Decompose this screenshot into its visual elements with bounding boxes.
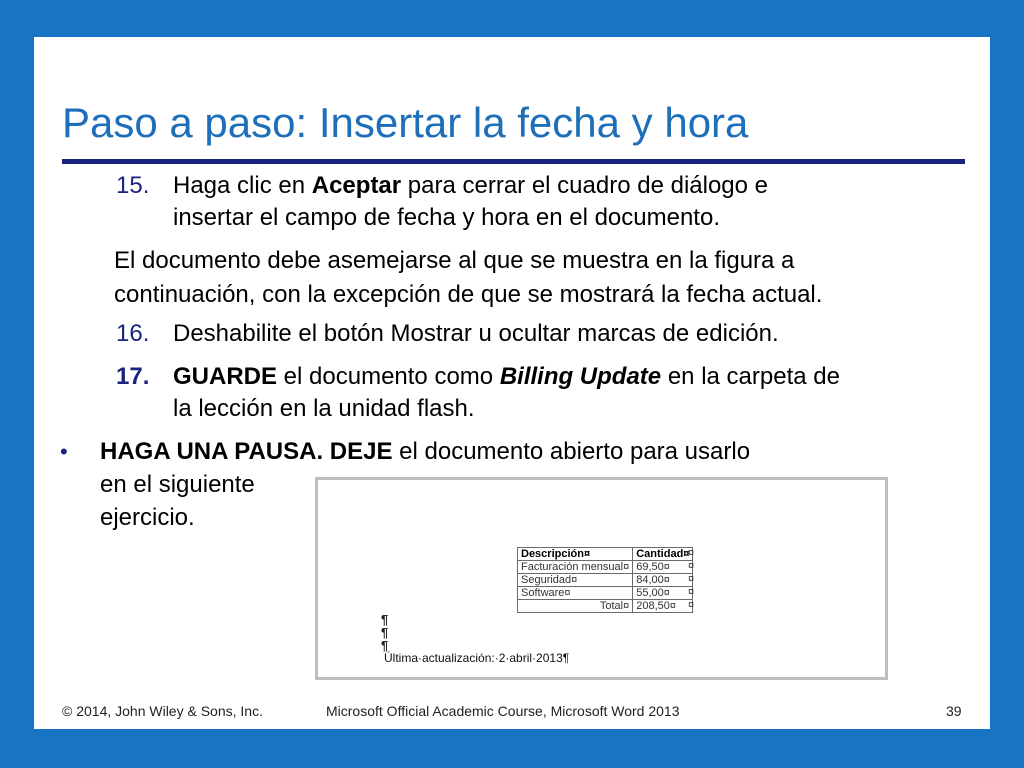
pilcrow-icon: ¶ — [381, 625, 389, 640]
table-cell: Cantidad¤ — [633, 548, 693, 561]
table-row — [518, 548, 693, 561]
table-cell: 84,00¤ — [633, 574, 693, 587]
table-cell: 208,50¤ — [633, 600, 693, 613]
table-row — [518, 587, 693, 600]
document-figure — [315, 477, 888, 680]
note-line-1: El documento debe asemejarse al que se muestra en la figura a — [114, 247, 795, 274]
step-17-number: 17. — [116, 363, 150, 390]
step-16-number: 16. — [116, 320, 150, 347]
table-cell: Software¤ — [518, 587, 633, 600]
pause-line-3: ejercicio. — [100, 504, 195, 531]
table-cell: Seguridad¤ — [518, 574, 633, 587]
step-15-line-1: Haga clic en Aceptar para cerrar el cuadro de diálogo e — [173, 172, 769, 199]
pause-line-1: HAGA UNA PAUSA. DEJE el documento abierto para usarlo — [100, 438, 751, 465]
last-update-field: Última·actualización:·2·abril·2013¶ — [384, 651, 570, 665]
slide — [34, 37, 990, 729]
step-17-line-2: la lección en la unidad flash. — [173, 395, 475, 422]
step-16-text: Deshabilite el botón Mostrar u ocultar marcas de edición. — [173, 320, 779, 347]
paragraph-marks — [381, 613, 388, 652]
step-17-line-1: GUARDE el documento como Billing Update en la carpeta de — [173, 363, 840, 390]
pilcrow-icon: ¶ — [381, 612, 389, 627]
title-divider — [62, 159, 965, 164]
step-15-line-2: insertar el campo de fecha y hora en el documento. — [173, 204, 720, 231]
table-row — [518, 600, 693, 613]
footer-course: Microsoft Official Academic Course, Microsoft Word 2013 — [326, 703, 680, 719]
footer-copyright: © 2014, John Wiley & Sons, Inc. — [62, 703, 263, 719]
table-cell: Total¤ — [518, 600, 633, 613]
pilcrow-icon: ¶ — [381, 638, 389, 653]
row-end-mark: ¤ — [688, 573, 695, 585]
billing-table — [517, 547, 693, 613]
slide-title: Paso a paso: Insertar la fecha y hora — [62, 99, 749, 146]
row-end-mark: ¤ — [688, 560, 695, 572]
row-end-mark: ¤ — [688, 547, 695, 559]
footer-page-number: 39 — [946, 703, 962, 719]
row-end-mark: ¤ — [688, 599, 695, 611]
bullet-icon: • — [60, 439, 68, 464]
note-line-2: continuación, con la excepción de que se mostrará la fecha actual. — [114, 281, 823, 308]
table-row — [518, 561, 693, 574]
table-cell: 55,00¤ — [633, 587, 693, 600]
row-end-mark: ¤ — [688, 586, 695, 598]
row-end-marks — [688, 547, 694, 612]
table-cell: 69,50¤ — [633, 561, 693, 574]
pause-line-2: en el siguiente — [100, 471, 255, 498]
table-row — [518, 574, 693, 587]
table-cell: Descripción¤ — [518, 548, 633, 561]
step-15-number: 15. — [116, 172, 150, 199]
table-cell: Facturación mensual¤ — [518, 561, 633, 574]
